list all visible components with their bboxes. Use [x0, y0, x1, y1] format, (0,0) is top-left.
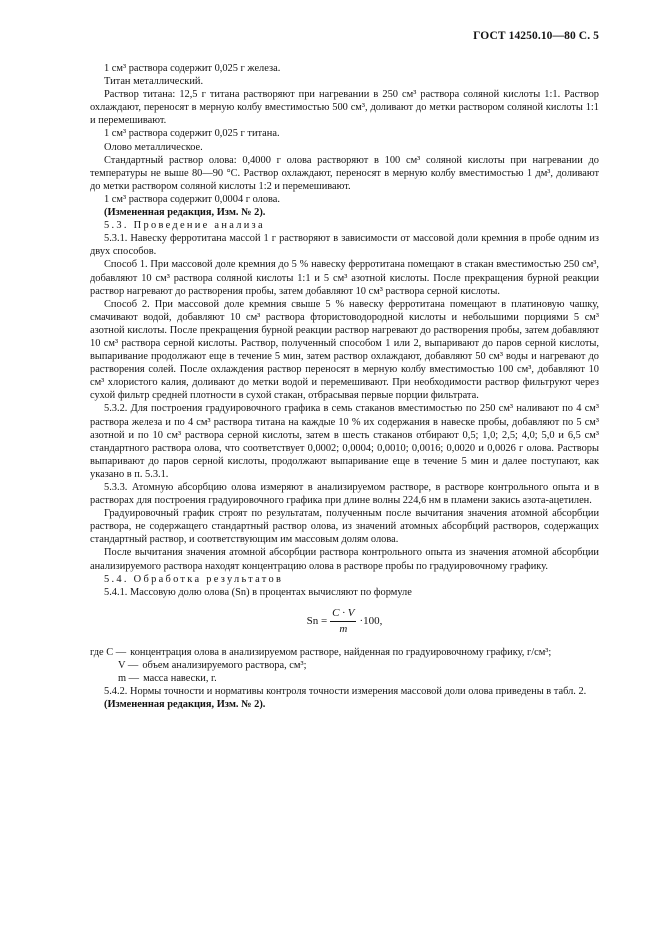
paragraph: Стандартный раствор олова: 0,4000 г олова растворяют в 100 см³ соляной кислоты при нагревании до температуры не выше 80—90 °С. Раствор охлаждают, переносят в мерную колбу вместимостью 1 дм³, доливают до метки раствором соляной кислоты 1:2 и перемешивают.: [90, 154, 599, 192]
amendment-note: (Измененная редакция, Изм. № 2).: [104, 699, 266, 711]
paragraph: 1 см³ раствора содержит 0,0004 г олова.: [104, 193, 281, 205]
paragraph: 5.3.3. Атомную абсорбцию олова измеряют в анализируемом растворе, в растворе контрольного опыта и в растворах для построения градуировочного графика при длине волны 224,6 нм в пламени закись азота-ацетилен.: [90, 482, 599, 507]
formula-fraction: [330, 607, 356, 636]
legend-row: [90, 646, 599, 659]
legend-desc: объем анализируемого раствора, см³;: [142, 660, 307, 672]
paragraph: 5.3.2. Для построения градуировочного графика в семь стаканов вместимостью по 250 см³ наливают по 4 см³ раствора железа и по 4 см³ раствора титана на каждые 10 % их содержания в навеске пробы, добавляют по 5 см³ азотной и по 10 см³ раствора серной кислоты, затем в шесть стаканов отбирают 0,5; 1,0; 2,5; 4,0; 5,0 и 6,5 см³ стандартного раствора олова, что соответствует 0,0002; 0,0004; 0,0010; 0,0016; 0,0020 и 0,0026 г олова. Растворы выпаривают до паров серной кислоты, продолжают выпаривание еще в течение 5 мин и далее поступают, как указано в п. 5.3.1.: [90, 403, 599, 480]
amendment-note: (Измененная редакция, Изм. № 2).: [104, 207, 266, 219]
legend-row: [90, 659, 599, 672]
legend-desc: концентрация олова в анализируемом растворе, найденная по градуировочному графику, г/см³;: [130, 647, 552, 659]
paragraph: 5.4.1. Массовую долю олова (Sn) в процентах вычисляют по формуле: [104, 586, 412, 598]
page-header: ГОСТ 14250.10—80 С. 5: [473, 30, 599, 42]
formula: [90, 607, 599, 636]
paragraph: Титан металлический.: [104, 76, 204, 88]
paragraph: 5.4.2. Нормы точности и нормативы контроля точности измерения массовой доли олова приведены в табл. 2.: [104, 686, 587, 698]
legend-term: V —: [118, 660, 139, 672]
legend-term: где C —: [90, 647, 127, 659]
section-heading: 5.3. Проведение анализа: [104, 220, 265, 232]
paragraph: Раствор титана: 12,5 г титана растворяют при нагревании в 250 см³ раствора соляной кислоты 1:1. Раствор охлаждают, переносят в мерную колбу вместимостью 500 см³, доливают до метки раствором соляной кислоты 1:1 и перемешивают.: [90, 89, 599, 127]
paragraph: 1 см³ раствора содержит 0,025 г титана.: [104, 128, 280, 140]
paragraph: 5.3.1. Навеску ферротитана массой 1 г растворяют в зависимости от массовой доли кремния в пробе одним из двух способов.: [90, 233, 599, 258]
legend-row: [90, 672, 599, 685]
section-heading: 5.4. Обработка результатов: [104, 573, 284, 585]
legend-term: m —: [118, 673, 140, 685]
formula-lhs: Sn =: [306, 614, 328, 627]
paragraph: Олово металлическое.: [104, 141, 203, 153]
formula-rhs: ·100,: [359, 614, 383, 627]
legend-desc: масса навески, г.: [143, 673, 217, 685]
paragraph: После вычитания значения атомной абсорбции раствора контрольного опыта из значения атомной абсорбции анализируемого раствора находят концентрацию олова в растворе пробы по градуировочному графику.: [90, 547, 599, 572]
formula-denominator: m: [339, 622, 348, 635]
paragraph: Градуировочный график строят по результатам, полученным после вычитания значения атомной абсорбции раствора, не содержащего стандартный раствор олова, из значений атомных абсорбций растворов, содержащих стандартный раствор, и соответствующим им массовым долям олова.: [90, 508, 599, 546]
paragraph: Способ 2. При массовой доле кремния свыше 5 % навеску ферротитана помещают в платиновую чашку, смачивают водой, добавляют 10 см³ раствора фтористоводородной кислоты и небольшими порциями 5 см³ азотной кислоты. После прекращения бурной реакции раствор нагревают до растворения пробы, затем добавляют 10 см³ раствора серной кислоты. Раствор, полученный способом 1 или 2, выпаривают до паров серной кислоты, выпаривание продолжают еще в течение 5 мин, затем раствор охлаждают, добавляют 50 см³ воды и нагревают до растворения солей. После охлаждения раствор переносят в мерную колбу вместимостью 100 см³, добавляют 10 см³ хлористого калия, доливают до метки водой и перемешивают. При необходимости раствор фильтруют через сухой фильтр средней плотности в сухой стакан, отбрасывая первые порции фильтрата.: [90, 298, 599, 402]
paragraph: Способ 1. При массовой доле кремния до 5 % навеску ферротитана помещают в стакан вместимостью 250 см³, добавляют 10 см³ раствора соляной кислоты 1:1 и 5 см³ азотной кислоты. После прекращения бурной реакции раствор нагревают до растворения пробы, затем добавляют 10 см³ раствора серной кислоты.: [90, 259, 599, 297]
paragraph: 1 см³ раствора содержит 0,025 г железа.: [104, 63, 281, 74]
formula-numerator: C · V: [330, 607, 356, 622]
